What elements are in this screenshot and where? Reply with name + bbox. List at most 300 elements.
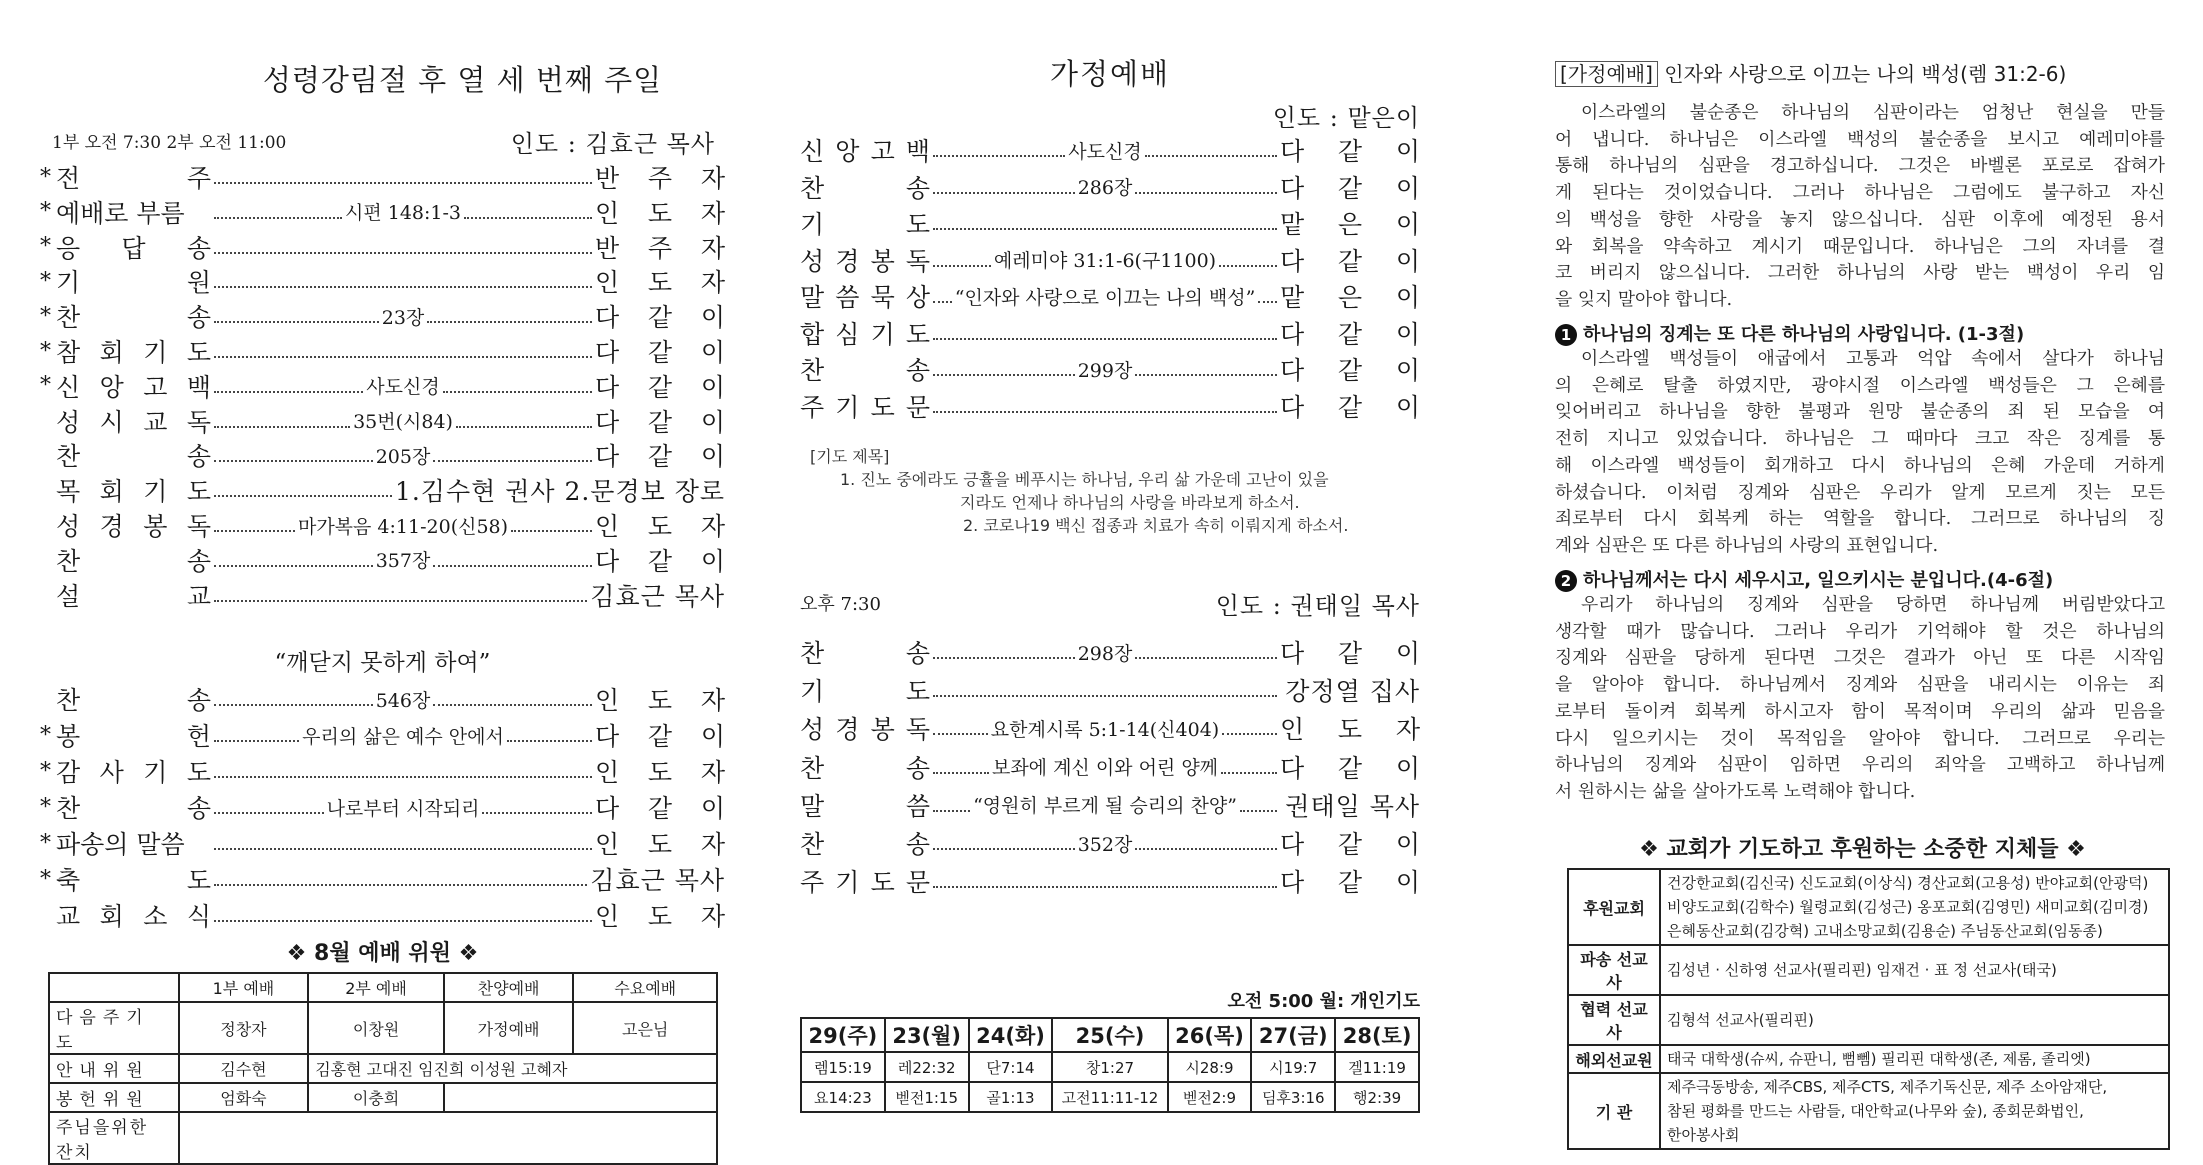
service-row <box>40 790 725 824</box>
standing-mark: * <box>40 234 51 260</box>
dot-leader <box>214 182 592 184</box>
dot-leader <box>1258 301 1277 303</box>
table-row <box>801 1052 1419 1082</box>
dot-leader <box>214 426 350 428</box>
row-content <box>930 283 1280 310</box>
family-worship-leader: 인도 : 맡은이 <box>1272 104 1420 132</box>
row-person: 다 같 이 <box>595 303 725 333</box>
table-cell: 단7:14 <box>969 1052 1053 1082</box>
dot-leader <box>933 338 1277 340</box>
row-label: 찬 송 <box>56 546 211 576</box>
table-row <box>1568 945 2169 995</box>
paragraph-line: 생각할 때가 많습니다. 그러나 우리가 기억해야 할 것은 하나님의 <box>1555 620 2165 642</box>
point-2-title: 하나님께서는 다시 세우시고, 일으키시는 분입니다.(4-6절) <box>1583 570 2054 591</box>
table-cell-line: 한아봉사회 <box>1667 1126 1740 1144</box>
row-person: 인 도 자 <box>595 512 725 541</box>
table-cell-line: 건강한교회(김신국) 신도교회(이상식) 경산교회(고용성) 반야교회(안광덕) <box>1667 874 2149 892</box>
dot-leader <box>443 391 592 393</box>
service-row <box>40 438 725 472</box>
row-content-text: 요한계시록 5:1-14(신404) <box>990 718 1220 741</box>
prayer-line: 2. 코로나19 백신 접종과 치료가 속히 이뤄지게 하소서. <box>963 516 1349 535</box>
row-person: 다 같 이 <box>1280 137 1420 166</box>
paragraph-line: 징계와 심판을 당하게 된다면 그것은 결과가 아닌 또 다른 시작임 <box>1555 647 2165 669</box>
dot-leader <box>214 217 342 219</box>
row-person: 인 도 자 <box>595 686 725 715</box>
row-label: 말 씀 묵 상 <box>800 283 930 312</box>
standing-mark: * <box>40 758 51 784</box>
row-person: 다 같 이 <box>1280 830 1420 859</box>
row-content <box>930 137 1280 164</box>
standing-mark: * <box>40 794 51 820</box>
dot-leader <box>1240 810 1277 812</box>
standing-mark: * <box>40 373 51 399</box>
table-cell: 고전11:11-12 <box>1052 1082 1167 1112</box>
dot-leader <box>1145 155 1277 157</box>
committee-table <box>48 972 718 1165</box>
table-cell: 29(주) <box>801 1018 885 1052</box>
row-content <box>930 791 1280 818</box>
paragraph-line: 죄로부터 다시 회복케 하는 역할을 합니다. 그러므로 하나님의 징 <box>1555 508 2165 530</box>
paragraph-line: 을 잊지 말아야 합니다. <box>1555 288 1733 310</box>
table-cell: 겔11:19 <box>1335 1052 1419 1082</box>
table-row <box>49 1054 717 1083</box>
row-label: 설 교 <box>56 581 211 611</box>
morning-prayer-note: 오전 5:00 월: 개인기도 <box>1227 991 1420 1012</box>
table-cell: 엄화숙 <box>179 1083 309 1112</box>
row-label: 봉 헌 <box>56 722 211 751</box>
table-cell-line: 김형석 선교사(필리핀) <box>1667 1011 1814 1029</box>
table-cell: 시28:9 <box>1168 1052 1252 1082</box>
prayer-topics <box>810 445 1348 537</box>
row-content-text: 나로부터 시작되리 <box>326 797 480 820</box>
row-person: 김효근 목사 <box>590 581 725 611</box>
paragraph-line: 서 원하시는 삶을 살아가도록 노력해야 합니다. <box>1555 780 1916 802</box>
table-cell: 가정예배 <box>444 1002 574 1054</box>
table-cell: 요14:23 <box>801 1082 885 1112</box>
row-person: 다 같 이 <box>595 546 725 576</box>
row-label: 성 경 봉 독 <box>56 512 211 541</box>
table-cell: 28(토) <box>1335 1018 1419 1052</box>
service-row <box>800 351 1420 387</box>
dot-leader <box>507 740 592 742</box>
row-person: 다 같 이 <box>1280 639 1420 668</box>
row-person: 1.김수현 권사 2.문경보 장로 <box>394 477 725 507</box>
row-person: 다 같 이 <box>595 338 725 367</box>
row-content <box>930 326 1280 340</box>
row-content <box>930 830 1280 857</box>
row-content <box>211 836 595 850</box>
table-cell: 레22:32 <box>885 1052 969 1082</box>
service-row <box>800 787 1420 823</box>
row-content-text: 시편 148:1-3 <box>345 202 462 225</box>
row-content <box>211 344 595 358</box>
row-person: 다 같 이 <box>595 442 725 472</box>
row-content-text: 사도신경 <box>366 376 440 399</box>
dot-leader <box>214 565 373 567</box>
dot-leader <box>933 228 1277 230</box>
prayer-line: 지라도 언제나 하나님의 사랑을 바라보게 하소서. <box>960 493 1300 512</box>
paragraph-line: 전히 지니고 있었습니다. 하나님은 그 때마다 크고 작은 징계를 통 <box>1555 428 2165 450</box>
row-label: 기 도 <box>800 677 930 707</box>
row-content <box>211 274 595 288</box>
row-content-text: 사도신경 <box>1068 140 1142 163</box>
table-cell: 김홍현 고대진 임진희 이성원 고혜자 <box>308 1054 717 1083</box>
row-label: 찬 송 <box>56 442 211 472</box>
table-cell-line: 은혜동산교회(김강혁) 고내소망교회(김용순) 주님동산교회(임동종) <box>1667 922 2103 940</box>
row-label: 말 씀 <box>800 791 930 821</box>
service-row <box>800 242 1420 278</box>
table-cell: 다음주기도 <box>49 1002 179 1054</box>
table-cell: 행2:39 <box>1335 1082 1419 1112</box>
table-cell: 25(수) <box>1052 1018 1167 1052</box>
row-person: 다 같 이 <box>1280 753 1420 783</box>
dot-leader <box>933 733 988 735</box>
row-content <box>211 588 590 602</box>
row-label: 목 회 기 도 <box>56 477 211 507</box>
dot-leader <box>214 776 592 778</box>
row-label: 찬 송 <box>56 303 211 333</box>
table-cell: 김수현 <box>179 1054 309 1083</box>
row-content-text: 298장 <box>1077 642 1133 665</box>
row-content <box>930 639 1280 666</box>
table-cell: 골1:13 <box>969 1082 1053 1112</box>
dot-leader <box>1135 192 1277 194</box>
table-row <box>801 1082 1419 1112</box>
row-person: 다 같 이 <box>1280 392 1420 422</box>
service-row <box>40 682 725 716</box>
paragraph-line: 계와 심판은 또 다른 하나님의 사랑의 표현입니다. <box>1555 534 1939 556</box>
family-worship-column <box>800 0 1420 1140</box>
row-label: 신 앙 고 백 <box>56 372 211 402</box>
row-label: 성 경 봉 독 <box>800 715 930 745</box>
support-table <box>1567 868 2170 1150</box>
table-cell: 기 관 <box>1568 1073 1660 1149</box>
paragraph-line: 게 된다는 것이었습니다. 그러나 하나님은 그럼에도 불구하고 자신 <box>1555 182 2165 204</box>
service-row <box>800 388 1420 424</box>
table-cell: 안내위원 <box>49 1054 179 1083</box>
dot-leader <box>214 321 379 323</box>
row-person: 다 같 이 <box>1280 173 1420 203</box>
row-content <box>211 483 395 497</box>
dot-leader <box>933 657 1075 659</box>
row-content <box>930 356 1280 383</box>
dot-leader <box>933 192 1075 194</box>
dot-leader <box>1135 374 1277 376</box>
table-cell: 주님을위한 잔치 <box>49 1112 179 1164</box>
meditation-title-text: 인자와 사랑으로 이끄는 나의 백성(렘 31:2-6) <box>1657 62 2067 86</box>
row-content-text: 23장 <box>381 306 425 329</box>
paragraph-line: 코 버리지 않으십니다. 그러한 하나님의 사랑 받는 백성이 우리 임 <box>1555 262 2165 284</box>
dot-leader <box>933 886 1277 888</box>
row-content <box>211 512 595 539</box>
row-person: 반 주 자 <box>595 164 725 193</box>
paragraph-line: 의 백성을 향한 사랑을 놓지 않으십니다. 심판 이후에 예정된 용서 <box>1555 208 2165 230</box>
number-badge-icon: 1 <box>1555 324 1577 346</box>
paragraph-line: 의 은혜로 탈출 하였지만, 광야시절 이스라엘 백성들은 그 은혜를 <box>1555 374 2165 396</box>
row-person: 인 도 자 <box>1280 715 1420 745</box>
row-person: 김효근 목사 <box>590 866 725 895</box>
table-cell: 27(금) <box>1251 1018 1335 1052</box>
row-content <box>211 764 595 778</box>
service-leader: 인도 : 김효근 목사 <box>510 130 715 158</box>
row-person: 다 같 이 <box>595 372 725 402</box>
service-row <box>40 754 725 788</box>
row-content <box>211 442 595 469</box>
table-cell: 이충희 <box>308 1083 444 1112</box>
row-person: 인 도 자 <box>595 830 725 859</box>
row-content <box>211 372 595 399</box>
row-label: 찬 송 <box>800 830 930 859</box>
table-cell <box>1660 1073 2169 1149</box>
service-row <box>40 578 725 612</box>
service-row <box>40 826 725 860</box>
table-cell <box>1660 869 2169 945</box>
service-row <box>800 863 1420 899</box>
row-content <box>930 753 1280 780</box>
dot-leader <box>427 321 592 323</box>
table-row <box>1568 1073 2169 1149</box>
paragraph-line: 어 냅니다. 하나님은 이스라엘 백성의 불순종을 보시고 예레미야를 <box>1555 128 2165 150</box>
service-row <box>40 299 725 333</box>
dot-leader <box>1219 265 1277 267</box>
row-label: 기 원 <box>56 268 211 298</box>
table-cell: 렘15:19 <box>801 1052 885 1082</box>
dot-leader <box>1221 772 1277 774</box>
row-label: 응 답 송 <box>56 233 211 263</box>
service-row <box>800 710 1420 746</box>
row-label: 찬 송 <box>800 356 930 385</box>
paragraph-line: 을 알아야 합니다. 하나님께서 징계와 심판을 내리시는 이유는 죄 <box>1555 674 2165 696</box>
row-label: 신 앙 고 백 <box>800 137 930 166</box>
dot-leader <box>482 812 592 814</box>
row-content-text: 205장 <box>375 445 431 468</box>
row-content <box>930 874 1280 888</box>
table-row <box>1568 1045 2169 1073</box>
point-1-body <box>1555 346 2165 560</box>
row-person: 다 같 이 <box>595 722 725 751</box>
row-person: 다 같 이 <box>595 407 725 437</box>
dot-leader <box>933 848 1075 850</box>
dot-leader <box>214 530 295 532</box>
row-label: 기 도 <box>800 210 930 239</box>
paragraph-line: 이스라엘 백성들이 애굽에서 고통과 억압 속에서 살다가 하나님 <box>1581 348 2165 369</box>
row-content-text: 예레미야 31:1-6(구1100) <box>993 250 1217 272</box>
paragraph-line: 해 이스라엘 백성들이 회개하고 다시 하나님의 은혜 가운데 거하게 <box>1555 454 2165 476</box>
standing-mark: * <box>40 303 51 329</box>
row-content <box>930 246 1280 273</box>
dot-leader <box>1222 733 1277 735</box>
dot-leader <box>933 772 989 774</box>
table-row <box>801 1018 1419 1052</box>
row-label: 주 기 도 문 <box>800 392 930 422</box>
dot-leader <box>933 155 1065 157</box>
service-row <box>800 749 1420 785</box>
row-label: 찬 송 <box>800 753 930 783</box>
row-label: 찬 송 <box>800 639 930 668</box>
service-row <box>40 508 725 542</box>
service-row <box>800 634 1420 670</box>
row-content-text: 286장 <box>1077 177 1133 199</box>
family-worship-title: 가정예배 <box>1049 57 1171 91</box>
table-cell: 23(월) <box>885 1018 969 1052</box>
row-label: 찬 송 <box>56 794 211 823</box>
prayer-heading: [기도 제목] <box>810 447 890 466</box>
table-row <box>49 1112 717 1164</box>
paragraph-line: 다시 일으키시는 것이 목적임을 알아야 합니다. 그러므로 우리는 <box>1555 727 2165 749</box>
paragraph-line: 와 회복을 약속하고 계시기 때문입니다. 하나님은 그의 자녀를 결 <box>1555 235 2165 257</box>
point-1-heading <box>1555 320 2024 346</box>
row-label: 성 경 봉 독 <box>800 246 930 276</box>
row-content <box>211 794 595 821</box>
table-row <box>1568 995 2169 1045</box>
row-content <box>211 240 595 254</box>
table-cell <box>444 1083 717 1112</box>
service-row <box>800 205 1420 241</box>
row-person: 다 같 이 <box>595 794 725 823</box>
service-row <box>800 132 1420 168</box>
dot-leader <box>933 411 1277 413</box>
dot-leader <box>933 695 1277 697</box>
row-label: 참 회 기 도 <box>56 338 211 367</box>
table-cell: 벧전1:15 <box>885 1082 969 1112</box>
row-person: 다 같 이 <box>1280 356 1420 385</box>
standing-mark: * <box>40 866 51 892</box>
paragraph-line: 통해 하나님의 심판을 경고하십니다. 그것은 바벨론 포로로 잡혀가 <box>1555 155 2165 177</box>
paragraph-line: 이스라엘의 불순종은 하나님의 심판이라는 엄청난 현실을 만들 <box>1581 102 2165 123</box>
table-cell <box>1660 995 2169 1045</box>
row-content-text: “인자와 사랑으로 이끄는 나의 백성” <box>954 286 1256 309</box>
dot-leader <box>456 426 592 428</box>
paragraph-line: 하나님의 징계와 심판이 임하면 우리의 죄악을 고백하고 하나님께 <box>1555 754 2165 776</box>
row-label: 감 사 기 도 <box>56 758 211 787</box>
service-row <box>40 160 725 194</box>
row-content <box>930 683 1280 697</box>
evening-service-time: 오후 7:30 <box>800 594 881 615</box>
row-label: 파송의 말씀 <box>56 830 185 859</box>
service-row <box>40 404 725 438</box>
standing-mark: * <box>40 199 51 225</box>
service-row <box>40 543 725 577</box>
table-cell: 2부 예배 <box>308 973 444 1002</box>
row-person: 반 주 자 <box>595 233 725 263</box>
table-cell: 수요예배 <box>573 973 717 1002</box>
table-cell <box>49 973 179 1002</box>
row-content <box>930 399 1280 413</box>
service-row <box>40 473 725 507</box>
table-cell <box>179 1112 717 1164</box>
dot-leader <box>433 565 592 567</box>
standing-mark: * <box>40 338 51 364</box>
row-person: 인 도 자 <box>595 902 725 931</box>
point-2-body <box>1555 592 2165 806</box>
service-row <box>800 278 1420 314</box>
table-cell: 창1:27 <box>1052 1052 1167 1082</box>
row-label: 예배로 부름 <box>56 198 185 228</box>
row-person: 맡 은 이 <box>1280 210 1420 239</box>
table-cell: 고은님 <box>573 1002 717 1054</box>
row-content-text: 357장 <box>375 550 431 573</box>
dot-leader <box>214 600 587 602</box>
row-person: 인 도 자 <box>595 198 725 228</box>
table-cell: 26(목) <box>1168 1018 1252 1052</box>
row-content <box>211 546 595 573</box>
row-content-text: 마가복음 4:11-20(신58) <box>297 515 509 538</box>
dot-leader <box>1135 657 1277 659</box>
dot-leader <box>933 301 952 303</box>
table-cell: 벧전2:9 <box>1168 1082 1252 1112</box>
sermon-title: “깨닫지 못하게 하여” <box>274 650 491 676</box>
table-cell: 봉헌위원 <box>49 1083 179 1112</box>
committee-banner: ❖ 8월 예배 위원 ❖ <box>286 941 479 966</box>
paragraph-line: 하셨습니다. 이처럼 징계와 심판은 우리가 알게 모르게 짓는 모든 <box>1555 481 2165 503</box>
table-cell-line: 제주극동방송, 제주CBS, 제주CTS, 제주기독신문, 제주 소아암재단, <box>1667 1078 2108 1096</box>
point-2-heading <box>1555 566 2053 592</box>
row-content <box>211 908 595 922</box>
table-cell: 파송 선교사 <box>1568 945 1660 995</box>
row-person: 다 같 이 <box>1280 868 1420 898</box>
service-row <box>800 825 1420 861</box>
table-cell: 협력 선교사 <box>1568 995 1660 1045</box>
standing-mark: * <box>40 722 51 748</box>
service-row <box>40 898 725 932</box>
dot-leader <box>214 812 324 814</box>
dot-leader <box>214 286 592 288</box>
service-row <box>40 369 725 403</box>
row-content <box>930 173 1280 200</box>
table-cell: 후원교회 <box>1568 869 1660 945</box>
dot-leader <box>214 495 392 497</box>
table-cell: 정창자 <box>179 1002 309 1054</box>
service-row <box>800 169 1420 205</box>
row-content <box>930 216 1280 230</box>
service-row <box>40 230 725 264</box>
row-content-text: 299장 <box>1077 359 1133 382</box>
row-label: 성 시 교 독 <box>56 407 211 437</box>
row-label: 합 심 기 도 <box>800 319 930 349</box>
row-person: 다 같 이 <box>1280 246 1420 276</box>
table-cell: 해외선교원 <box>1568 1045 1660 1073</box>
table-cell: 시19:7 <box>1251 1052 1335 1082</box>
table-cell-line: 태국 대학생(슈씨, 슈판니, 뻠뻼) 필리핀 대학생(존, 제롬, 졸리엣) <box>1667 1050 2091 1068</box>
row-label: 찬 송 <box>800 173 930 203</box>
support-banner: ❖ 교회가 기도하고 후원하는 소중한 지체들 ❖ <box>1639 837 2086 862</box>
row-content-text: 546장 <box>375 689 431 712</box>
table-cell: 24(화) <box>969 1018 1053 1052</box>
row-content-text: 352장 <box>1077 833 1133 856</box>
row-content <box>211 303 595 330</box>
row-label: 찬 송 <box>56 686 211 715</box>
row-person: 맡 은 이 <box>1280 283 1420 312</box>
table-row <box>1568 869 2169 945</box>
order-of-service-column <box>40 0 725 1163</box>
table-row <box>49 973 717 1002</box>
point-1-title: 하나님의 징계는 또 다른 하나님의 사랑입니다. (1-3절) <box>1583 324 2025 345</box>
row-content-text: 우리의 삶은 예수 안에서 <box>302 725 504 748</box>
row-content-text: “영원히 부르게 될 승리의 찬양” <box>973 795 1237 818</box>
table-row <box>49 1083 717 1112</box>
row-content <box>211 722 595 749</box>
dot-leader <box>214 391 363 393</box>
standing-mark: * <box>40 164 51 190</box>
table-cell: 딤후3:16 <box>1251 1082 1335 1112</box>
service-row <box>800 672 1420 708</box>
row-content <box>211 407 595 434</box>
dot-leader <box>933 265 991 267</box>
page-title: 성령강림절 후 열 세 번째 주일 <box>262 63 663 97</box>
dot-leader <box>214 460 373 462</box>
standing-mark: * <box>40 830 51 856</box>
dot-leader <box>214 252 592 254</box>
